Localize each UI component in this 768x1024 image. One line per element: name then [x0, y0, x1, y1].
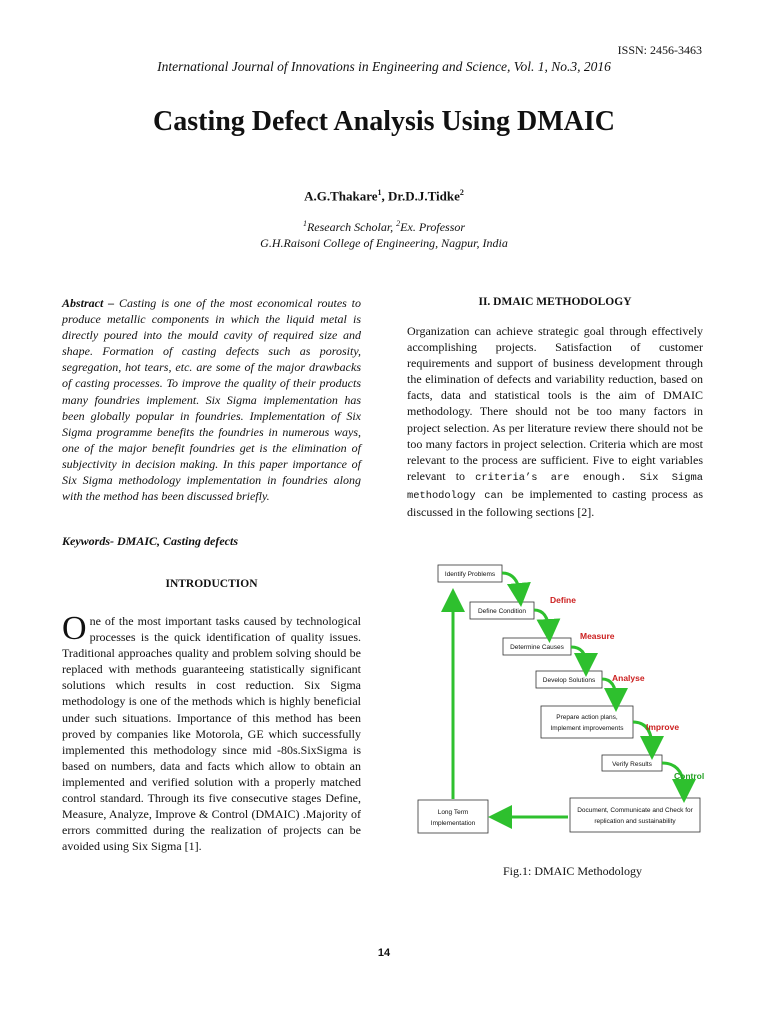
section-2-text: [407, 323, 703, 520]
author-2-sup: 2: [459, 188, 464, 197]
section-2-text-b: implemented to casting process as discussed in the following sections [2].: [407, 486, 703, 520]
affiliation-roles: [0, 219, 768, 235]
affil-role-1: Research Scholar,: [306, 220, 397, 234]
phase-define: Define: [550, 595, 576, 605]
introduction-body: ne of the most important tasks caused by technological processes is the quick identification of quality issues. Traditional approaches quality and problem solving should be replaced with methods guaranteeing statistically significant solutions which results in cost reduction. Six Sigma methodology is one of the methods which is highly beneficial under such situations. Importance of this method has been proved by companies like Motorola, GE which successfully implemented this methodology since mid -80s.SixSigma is based on numbers, data and facts which allow to obtain an implemented and verified solution with a properly matched control standard. Through its five consecutive stages Define, Measure, Analyze, Improve & Control (DMAIC) .Majority of errors committed during the realization of projects can be avoided using Six Sigma [1].: [62, 614, 361, 854]
dmaic-figure: [400, 555, 720, 845]
author-2: Dr.D.J.Tidke: [388, 188, 460, 204]
affiliation-institution: G.H.Raisoni College of Engineering, Nagpur, India: [260, 236, 508, 250]
label-document-1: Document, Communicate and Check for: [577, 807, 693, 814]
introduction-heading: INTRODUCTION: [165, 578, 258, 590]
label-action-plans-2: Implement improvements: [550, 725, 624, 732]
label-define-condition: Define Condition: [477, 608, 527, 615]
label-long-term-1: Long Term: [437, 809, 469, 816]
label-action-plans-1: Prepare action plans,: [556, 714, 618, 721]
phase-analyse: Analyse: [612, 673, 645, 683]
box-document: [570, 798, 700, 832]
dmaic-diagram: [400, 555, 720, 845]
figure-caption: Fig.1: DMAIC Methodology: [502, 864, 642, 878]
arrow-3: [571, 647, 586, 665]
arrow-1: [502, 573, 520, 595]
keywords: Keywords- DMAIC, Casting defects: [62, 534, 239, 548]
abstract: [62, 295, 361, 504]
affil-sup-1: 1: [302, 219, 307, 228]
label-identify-problems: Identify Problems: [444, 571, 496, 578]
section-2-text-a: Organization can achieve strategic goal through effectively accomplishing projects. Satisfaction of customer requirements and support of business development through the elimination of defects and variability reduction, based on facts, data and statistical tools is the aim of DMAIC methodology. There should not be too many factors in project selection. As per literature review there should not be too many factors in project selection. Criteria which are most relevant to the process are sufficient. Five to eight variables relevant to: [407, 324, 703, 483]
abstract-label: Abstract –: [62, 296, 115, 310]
box-action-plans: [541, 706, 633, 738]
paper-title: Casting Defect Analysis Using DMAIC: [153, 106, 615, 137]
phase-measure: Measure: [580, 631, 615, 641]
affil-sup-2: 2: [396, 219, 401, 228]
section-2-text-mono: criteria’s are enough. Six Sigma methodology can be: [407, 471, 703, 502]
label-verify-results: Verify Results: [612, 761, 652, 768]
drop-cap: O: [62, 610, 87, 647]
label-determine-causes: Determine Causes: [510, 644, 564, 651]
issn: ISSN: 2456-3463: [617, 43, 702, 57]
arrow-2: [534, 610, 549, 631]
phase-improve: Improve: [646, 722, 680, 732]
label-document-2: replication and sustainability: [594, 818, 676, 825]
phase-control: Control: [674, 771, 705, 781]
abstract-text: Casting is one of the most economical routes to produce metallic components in which the liquid metal is directly poured into the mould cavity of required size and shape. Formation of casting defects such as porosity, segregation, hot tears, etc. are some of the major drawbacks of casting processes. To improve the quality of their products many foundries implement. Six Sigma implementation has been globally popular in foundries. Implementation of Six Sigma programme benefits the foundries in numerous ways, one of the major benefit foundries get is the elimination of subjectivity in decision making. In this paper importance of Six Sigma methodology implementation in foundries along with the method has been discussed briefly.: [62, 296, 361, 504]
authors: [0, 188, 768, 204]
box-long-term: [418, 800, 488, 833]
introduction-text: [62, 610, 361, 854]
author-1: A.G.Thakare: [304, 188, 378, 204]
label-long-term-2: Implementation: [430, 820, 476, 827]
author-sep: ,: [381, 188, 389, 204]
section-2-heading: II. DMAIC METHODOLOGY: [478, 296, 632, 308]
author-1-sup: 1: [377, 188, 382, 197]
label-develop-solutions: Develop Solutions: [542, 677, 596, 684]
affil-role-2: Ex. Professor: [400, 220, 466, 234]
journal-header: International Journal of Innovations in Engineering and Science, Vol. 1, No.3, 2016: [157, 59, 611, 74]
page-number: 14: [377, 947, 391, 959]
